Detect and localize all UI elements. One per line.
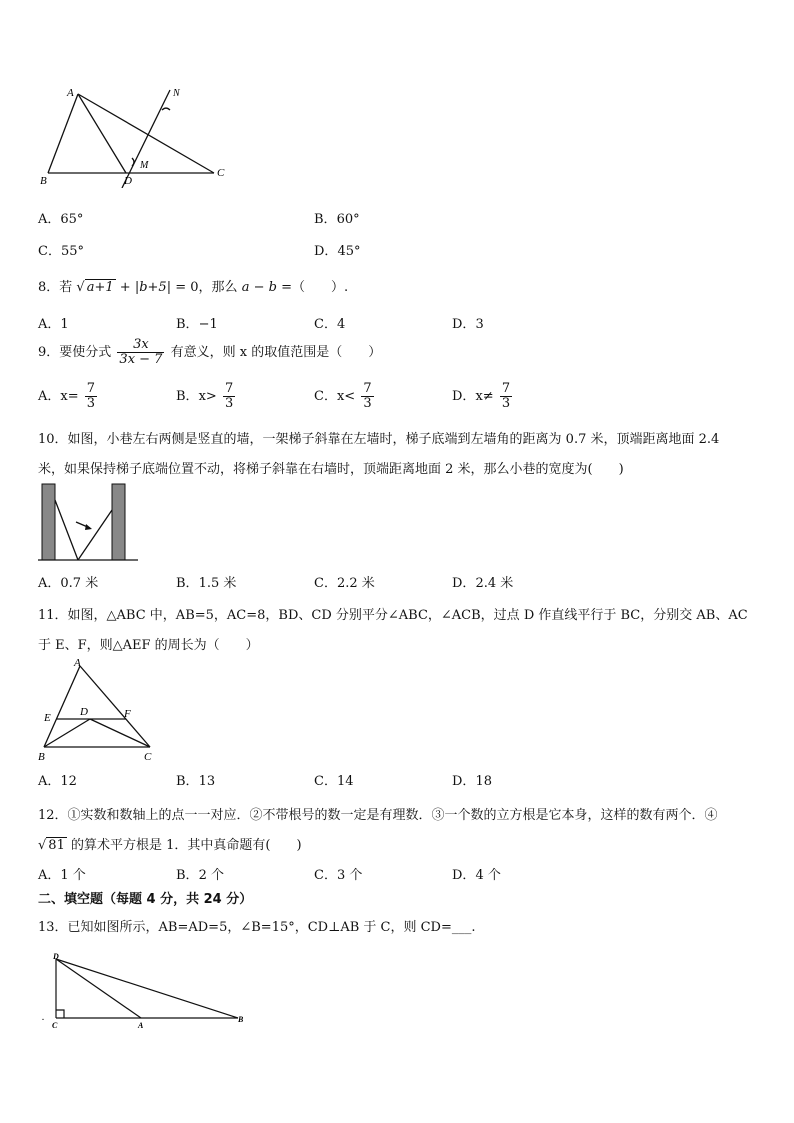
fig11-label-e: E bbox=[44, 712, 51, 724]
q7-option-a[interactable]: A．65° bbox=[38, 212, 84, 227]
fig7-label-c: C bbox=[217, 167, 225, 179]
q7-option-c[interactable]: C．55° bbox=[38, 244, 84, 259]
q10-stem-line1: 10．如图，小巷左右两侧是竖直的墙，一架梯子斜靠在左墙时，梯子底端到左墙角的距离为 0.7 米，顶端距离地面 2.4 bbox=[38, 432, 720, 447]
q12-stem-line2: √ 81 的算术平方根是 1．其中真命题有( ) bbox=[38, 838, 302, 853]
q7-option-d[interactable]: D．45° bbox=[314, 244, 361, 259]
fig11-label-f: F bbox=[124, 708, 131, 720]
q11-stem-line2: 于 E、F，则△AEF 的周长为（ ） bbox=[38, 638, 259, 653]
fig13-dot: . bbox=[42, 1012, 45, 1023]
fig13-label-a: A bbox=[138, 1021, 144, 1030]
fig7-label-n: N bbox=[173, 88, 180, 99]
q10-alley-figure bbox=[38, 482, 142, 564]
q10-option-c[interactable]: C．2.2 米 bbox=[314, 576, 375, 591]
q12-option-c[interactable]: C．3 个 bbox=[314, 868, 363, 883]
q10-option-a[interactable]: A．0.7 米 bbox=[38, 576, 99, 591]
section-heading: 二、填空题（每题 4 分，共 24 分） bbox=[38, 892, 253, 907]
arrow-icon bbox=[85, 524, 92, 530]
q12-option-d[interactable]: D．4 个 bbox=[452, 868, 501, 883]
q12-stem-line1: 12．①实数和数轴上的点一一对应．②不带根号的数一定是有理数．③一个数的立方根是它本身，这样的数有两个．④ bbox=[38, 808, 718, 823]
q11-triangle-figure bbox=[36, 656, 166, 766]
q9-option-b[interactable]: B．x> $\frac{7}{3}$ bbox=[176, 381, 234, 411]
fig11-label-d: D bbox=[80, 706, 88, 718]
q13-triangle-figure bbox=[38, 950, 258, 1030]
fig7-label-b: B bbox=[40, 175, 47, 187]
q12-option-b[interactable]: B．2 个 bbox=[176, 868, 224, 883]
q8-option-d[interactable]: D．3 bbox=[452, 317, 484, 332]
q9-option-d[interactable]: D．x≠ $\frac{7}{3}$ bbox=[452, 381, 511, 411]
fig7-label-d: D bbox=[124, 175, 132, 187]
q10-stem-line2: 米，如果保持梯子底端位置不动，将梯子斜靠在右墙时，顶端距离地面 2 米，那么小巷的宽度为( ) bbox=[38, 462, 624, 477]
q11-option-c[interactable]: C．14 bbox=[314, 774, 354, 789]
q8-option-c[interactable]: C．4 bbox=[314, 317, 346, 332]
q12-sqrt-value: 81 bbox=[48, 838, 65, 853]
q10-option-d[interactable]: D．2.4 米 bbox=[452, 576, 514, 591]
fig13-label-d: D bbox=[53, 952, 59, 961]
q7-option-b[interactable]: B．60° bbox=[314, 212, 360, 227]
q13-stem: 13．已知如图所示，AB=AD=5，∠B=15°，CD⊥AB 于 C，则 CD=___. bbox=[38, 920, 476, 935]
q11-stem-line1: 11．如图，△ABC 中，AB=5，AC=8，BD、CD 分别平分∠ABC，∠ACB，过点 D 作直线平行于 BC，分别交 AB、AC bbox=[38, 608, 748, 623]
q8-option-a[interactable]: A．1 bbox=[38, 317, 69, 332]
q8-stem: 8．若 √ a+1 + |b+5| = 0，那么 a − b =（ ）. bbox=[38, 280, 349, 295]
fig11-label-a: A bbox=[74, 657, 81, 669]
q8-sqrt-expression: a+1 bbox=[86, 280, 114, 295]
q9-option-c[interactable]: C．x< $\frac{7}{3}$ bbox=[314, 381, 372, 411]
q10-option-b[interactable]: B．1.5 米 bbox=[176, 576, 237, 591]
q9-option-a[interactable]: A．x= $\frac{7}{3}$ bbox=[38, 381, 96, 411]
q11-option-b[interactable]: B．13 bbox=[176, 774, 216, 789]
fig7-label-a: A bbox=[67, 87, 74, 99]
fig11-label-b: B bbox=[38, 751, 45, 763]
q9-stem: 9．要使分式 $\frac{3x}{3x - 7}$ 有意义，则 x 的取值范围是（ ） bbox=[38, 337, 382, 367]
sqrt-sign-icon: √ bbox=[38, 838, 47, 853]
fig7-label-m: M bbox=[140, 160, 149, 171]
q11-option-a[interactable]: A．12 bbox=[38, 774, 77, 789]
q8-option-b[interactable]: B．−1 bbox=[176, 317, 218, 332]
q7-triangle-figure bbox=[36, 84, 236, 188]
q11-option-d[interactable]: D．18 bbox=[452, 774, 492, 789]
sqrt-sign-icon: √ bbox=[76, 280, 85, 295]
q12-option-a[interactable]: A．1 个 bbox=[38, 868, 86, 883]
fig13-label-c: C bbox=[52, 1021, 58, 1030]
fig11-label-c: C bbox=[144, 751, 152, 763]
q9-fraction: $\frac{3x}{3x - 7}$ bbox=[119, 337, 163, 367]
q8-abs-expression: b+5 bbox=[139, 280, 167, 295]
fig13-label-b: B bbox=[238, 1015, 244, 1024]
